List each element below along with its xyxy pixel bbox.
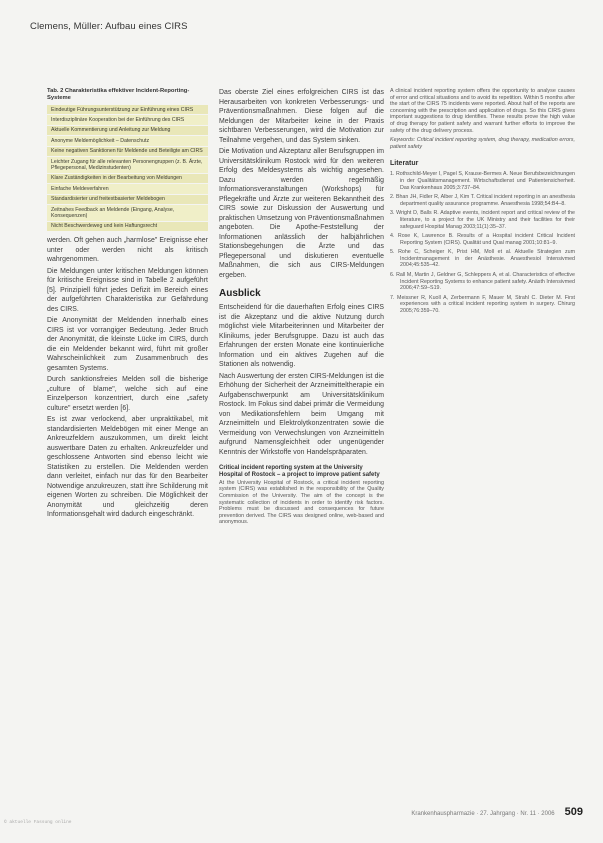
literature-item: 6. Rall M, Martin J, Geldner G, Schleppers A, et al. Characteristics of effective Incident Reporting Systems to enhance patient safety. Anästh Intensivmed 2006;47:S9–S19.: [390, 272, 575, 292]
body-text-col1: [47, 236, 208, 520]
english-abstract-start: [219, 480, 384, 526]
paragraph: Die Meldungen unter kritischen Meldungen können für kritische Ereignisse sind in Tabelle 2 aufgeführt [5]. Prinzipiell führt jedes Defizit im Bereich eines der aufgeführten Charakteristika zur Gefährdung des CIRS.: [47, 267, 208, 313]
table-row: Klare Zuständigkeiten in der Bearbeitung von Meldungen: [47, 174, 208, 184]
table-row: Interdisziplinäre Kooperation bei der Einführung des CIRS: [47, 115, 208, 125]
table-row: Anonyme Meldemöglichkeit – Datenschutz: [47, 136, 208, 146]
table-row: Eindeutige Führungsunterstützung zur Einführung eines CIRS: [47, 105, 208, 115]
margin-note: © aktuelle Fassung online: [4, 820, 72, 825]
section-title-ausblick: Ausblick: [219, 288, 261, 299]
paragraph: Die Anonymität der Meldenden innerhalb eines CIRS ist vor vorrangiger Bedeutung. Jeder Bruch der Anonymität, die kleinste Lücke im CIRS, durch die ein Meldender bekannt wird, führt mit großer Wahrscheinlichkeit zum Zusammenbruch des gesamten Systems.: [47, 317, 208, 372]
paragraph: Die Motivation und Akzeptanz aller Berufsgruppen im Universitätsklinikum Rostock wird für den weiteren Erfolg des Meldesystems als wichtig angesehen. Dazu werden regelmäßig Informationsveranstaltungen (Workshops) für Pflegekräfte und Ärzte zur weiteren Bekanntheit des CIRS sowie zur Diskussion der Auswertung und praktischen Umsetzung von Präventionsmaßnahmen angeboten. Die Apothe-Feststellung der Informationen anlässlich der halbjährlichen Stationsbegehungen die Ärzte und das Pflegepersonal und diskutieren eventuelle Maßnahmen, die sich aus CIRS-Meldungen ergeben.: [219, 148, 384, 279]
body-text-col2: [219, 88, 384, 280]
paragraph: Nach Auswertung der ersten CIRS-Meldungen ist die Erhöhung der Sicherheit der Arzneimitteltherapie ein Aufgabenschwerpunkt am Universitätsklinikum Rostock. Im Fokus sind dabei primär die Vermeidung von Medikationsfehlern beim Umgang mit Arzneimitteln und Elektrolytkonzentraten sowie die Vermeidung von Verwechslungen von Arzneimitteln aufgrund Namensgleichheit oder ungenügender Kenntnis der Wirkstoffe von Handelspräparaten.: [219, 372, 384, 456]
literature-item: 5. Rohe C, Scheiger K, Prist HM, Moll et al. Aktuelle Strategien zum Incidentmanagement in der Anästhesie. Anaesthesiol Intensivmed 2004;45:535–42.: [390, 249, 575, 269]
paragraph: Das oberste Ziel eines erfolgreichen CIRS ist das Herausarbeiten von konkreten Verbesserungs- und Präventionsmaßnahmen. Diese folgen auf die Meldungen der Mitarbeiter keine in der Praxis sichtbaren Verbesserungen, wird die Motivation zur Teilnahme vergehen, und das System sinken.: [219, 89, 384, 144]
table-caption: Tab. 2 Charakteristika effektiver Incident-Reporting-Systeme: [47, 88, 190, 101]
paragraph: At the University Hospital of Rostock, a critical incident reporting system (CIRS) was established in the responsibility of the Quality Commission of the University. The aim of the concept is the systematic collection of incidents in order to identify risk factors. Problems must be discussed and consequences for future prevention derived. The CIRS was designed online, web-based and anonymous.: [219, 479, 384, 526]
literature-item: 1. Rothschild-Meyer I, Pagel S, Krause-Bermes A. Neue Berufsbezeichnungen in der Qualitätsmanagement. Wirtschaftsdienst und Patientensicherheit. Das Krankenhaus 2005;3:737–84.: [390, 171, 575, 191]
page-footer: [411, 806, 583, 818]
literature-list: [390, 171, 575, 314]
english-abstract-title: Critical incident reporting system at the University Hospital of Rostock – a project to improve patient safety: [219, 465, 380, 479]
paragraph: Durch sanktionsfreies Melden soll die bisherige „culture of blame", welche sich auf eine Einzelperson konzentriert, durch eine „safety culture" ersetzt werden [6].: [47, 376, 208, 412]
column-1: [47, 88, 208, 522]
journal-info: Krankenhauspharmazie · 27. Jahrgang · Nr. 11 · 2006: [411, 811, 555, 817]
table-row: Zeitnahes Feedback an Meldende (Eingang, Analyse, Konsequenzen): [47, 205, 208, 222]
paragraph: A clinical incident reporting system offers the opportunity to analyse causes of error and critical situations and to avoid its repetition. Within 5 months after the start of the CIRS 75 incidents were reported. About half of the reports are concerning with the prescription and application of drugs. So this CIRS gives important suggestions to drug identifies. These results prove the high value of drug therapy for patient safety and warrant further efforts to improve the safety of the drug delivery process.: [390, 88, 575, 134]
running-head: Clemens, Müller: Aufbau eines CIRS: [30, 21, 188, 32]
characteristics-table: [47, 105, 208, 232]
table-row: Einfache Meldeverfahren: [47, 184, 208, 194]
table-row: Standardisierter und freitextbasierter Meldebogen: [47, 195, 208, 205]
table-row: Keine negativen Sanktionen für Meldende und Beteiligte am CIRS: [47, 147, 208, 157]
literature-title: Literatur: [390, 160, 419, 168]
body-text-ausblick: [219, 303, 384, 457]
page-number: 509: [564, 806, 583, 818]
literature-item: 7. Meissner R, Kuoll A, Zerbermann F, Mauer M, Strahl C. Dieter M. First experiences with a critical incident reporting system in surgery. Chirurg 2005;76:359–70.: [390, 294, 575, 315]
column-2: [219, 88, 384, 529]
table-row: Leichter Zugang für alle relevanten Personengruppen (z. B. Ärzte, Pflegepersonal, Medizinstudenten): [47, 157, 208, 174]
column-3: [390, 88, 575, 318]
keywords: Keywords: Critical incident reporting system, drug therapy, medication errors, patient safety: [390, 137, 575, 150]
table-row: Nicht Beschwerdeweg und kein Haftungsrecht: [47, 222, 208, 232]
literature-item: 4. Rose K, Lawrence B. Results of a Hospital incident Critical Incident Reporting System (CIRS). Qualität und Qual manag 2001;10:81–9.: [390, 233, 575, 246]
paragraph: werden. Oft gehen auch „harmlose" Ereignisse eher unter oder werden nicht als kritisch wahrgenommen.: [47, 237, 208, 264]
table-row: Aktuelle Kommentierung und Anleitung zur Meldung: [47, 126, 208, 136]
literature-item: 3. Wright D, Balls R. Adaptive events, incident report and critical review of the literature, to a project for the UK Ministry and their facilities for their safeguard Hospital Manag 2003;11(1):35–37.: [390, 210, 575, 230]
paragraph: Entscheidend für die dauerhaften Erfolg eines CIRS ist die Akzeptanz und die aktive Nutzung durch möglichst viele Mitarbeiterinnen und Mitarbeiter der Klinikums, jeder Berufsgruppe. Dazu ist auch das Erfahrungen der ersten Monate eine kontinuierliche Information und ein aktives Zugehen auf die Stationen als notwendig.: [219, 304, 384, 368]
paragraph: Es ist zwar verlockend, aber unpraktikabel, mit standardisierten Meldebögen mit einer Menge an Ankreuzfeldern auszukommen, um direkt leicht auswertbare Daten zu erhalten. Ankreuzfelder und geschlossene Antworten sind ebenso leicht wie Statistiken zu erstellen. Die Meldenden werden dann verleitet, einfach nur das für den Bearbeiter Notwendige anzukreuzen, statt ihre Schilderung mit eigenen Worten zu schreiben. Die Möglichkeit der Anonymität und gleichzeitig deren Informationsgehalt wird dadurch eingeschränkt.: [47, 416, 208, 519]
english-abstract-continued: [390, 88, 575, 150]
literature-item: 2. Bhan JH, Fidler R, Alber J, Kim T. Critical incident reporting in an anesthesia department quality assurance programme. Anaesthesia 1998;54:B4–8.: [390, 194, 575, 207]
